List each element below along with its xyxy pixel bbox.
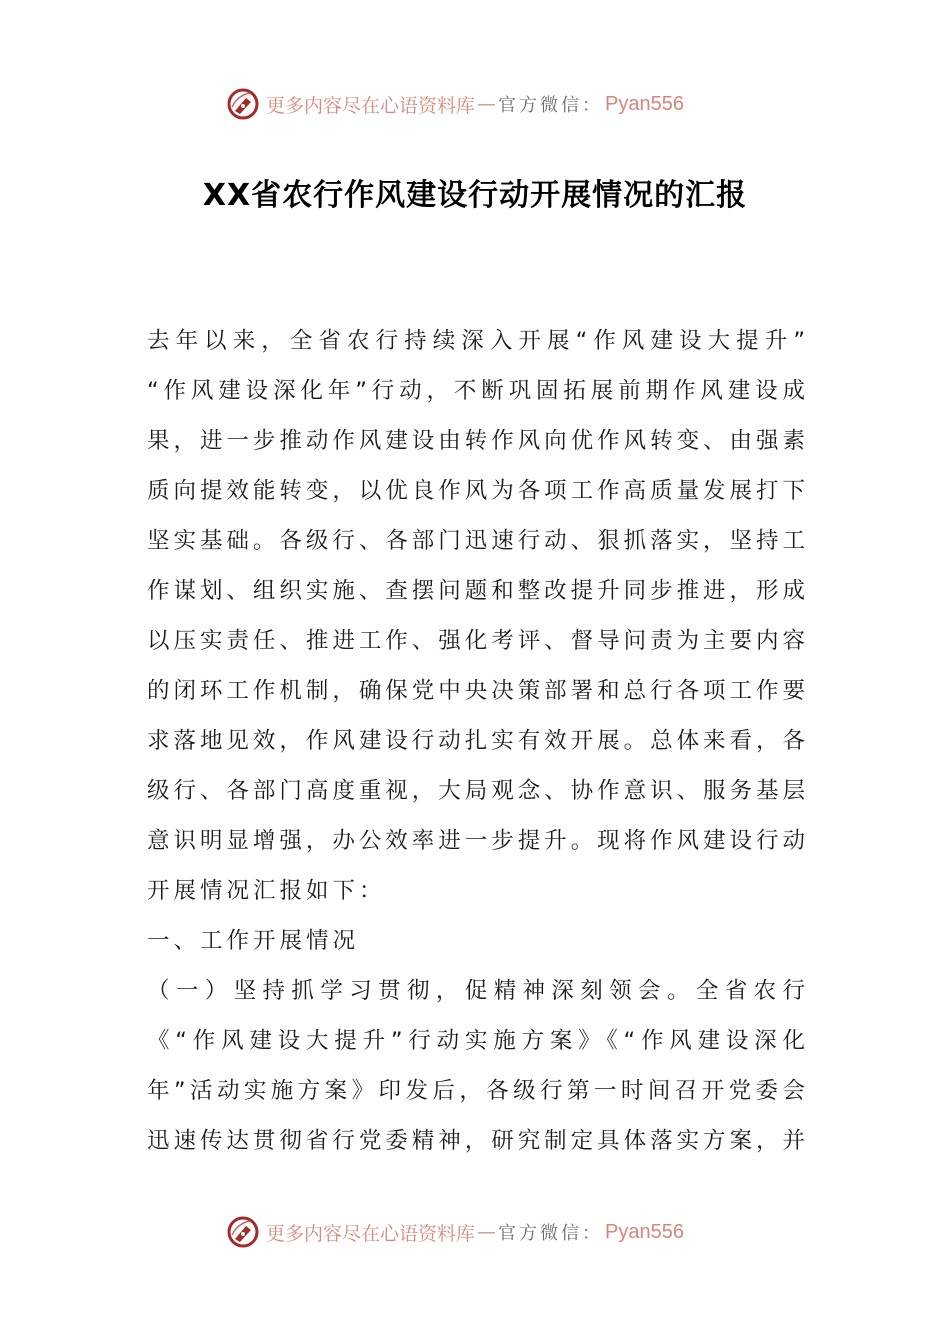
document-body bbox=[147, 316, 805, 1166]
pen-nib-logo-icon bbox=[226, 1215, 260, 1249]
body-line: 年”活动实施方案》印发后，各级行第一时间召开党委会 bbox=[147, 1078, 805, 1104]
section-heading: 一、工作开展情况 bbox=[147, 928, 360, 954]
body-line: 去年以来，全省农行持续深入开展“作风建设大提升” bbox=[147, 328, 805, 354]
body-line: 以压实责任、推进工作、强化考评、督导问责为主要内容 bbox=[147, 628, 805, 654]
body-line: 果，进一步推动作风建设由转作风向优作风转变、由强素 bbox=[147, 428, 805, 454]
watermark-dash: — bbox=[477, 1221, 497, 1243]
body-line: 级行、各部门高度重视，大局观念、协作意识、服务基层 bbox=[147, 778, 805, 804]
watermark-wechat-id: Pyan556 bbox=[605, 92, 684, 115]
footer-watermark bbox=[226, 1212, 684, 1252]
body-line: 坚实基础。各级行、各部门迅速行动、狠抓落实，坚持工 bbox=[147, 528, 805, 554]
watermark-promo-text: 更多内容尽在心语资料库 bbox=[266, 1222, 476, 1245]
body-line: 意识明显增强，办公效率进一步提升。现将作风建设行动 bbox=[147, 828, 805, 854]
body-line: 的闭环工作机制，确保党中央决策部署和总行各项工作要 bbox=[147, 678, 805, 704]
watermark-dash: — bbox=[477, 93, 497, 115]
body-line-paragraph-end: 开展情况汇报如下： bbox=[147, 878, 386, 904]
watermark-wechat-id: Pyan556 bbox=[605, 1220, 684, 1243]
body-line: 《“作风建设大提升”行动实施方案》《“作风建设深化 bbox=[147, 1028, 805, 1054]
body-line: 质向提效能转变，以优良作风为各项工作高质量发展打下 bbox=[147, 478, 805, 504]
body-line: 作谋划、组织实施、查摆问题和整改提升同步推进，形成 bbox=[147, 578, 805, 604]
watermark-wechat-label: 官方微信： bbox=[498, 95, 604, 116]
document-title: XX省农行作风建设行动开展情况的汇报 bbox=[202, 178, 748, 213]
body-line: 迅速传达贯彻省行党委精神，研究制定具体落实方案，并 bbox=[147, 1128, 805, 1154]
subsection-heading-line: （一）坚持抓学习贯彻，促精神深刻领会。全省农行 bbox=[147, 978, 805, 1004]
body-line: “作风建设深化年”行动，不断巩固拓展前期作风建设成 bbox=[147, 378, 805, 404]
header-watermark bbox=[226, 84, 684, 124]
pen-nib-logo-icon bbox=[226, 87, 260, 121]
watermark-promo-text: 更多内容尽在心语资料库 bbox=[266, 94, 476, 117]
watermark-wechat-label: 官方微信： bbox=[498, 1223, 604, 1244]
body-line: 求落地见效，作风建设行动扎实有效开展。总体来看，各 bbox=[147, 728, 805, 754]
